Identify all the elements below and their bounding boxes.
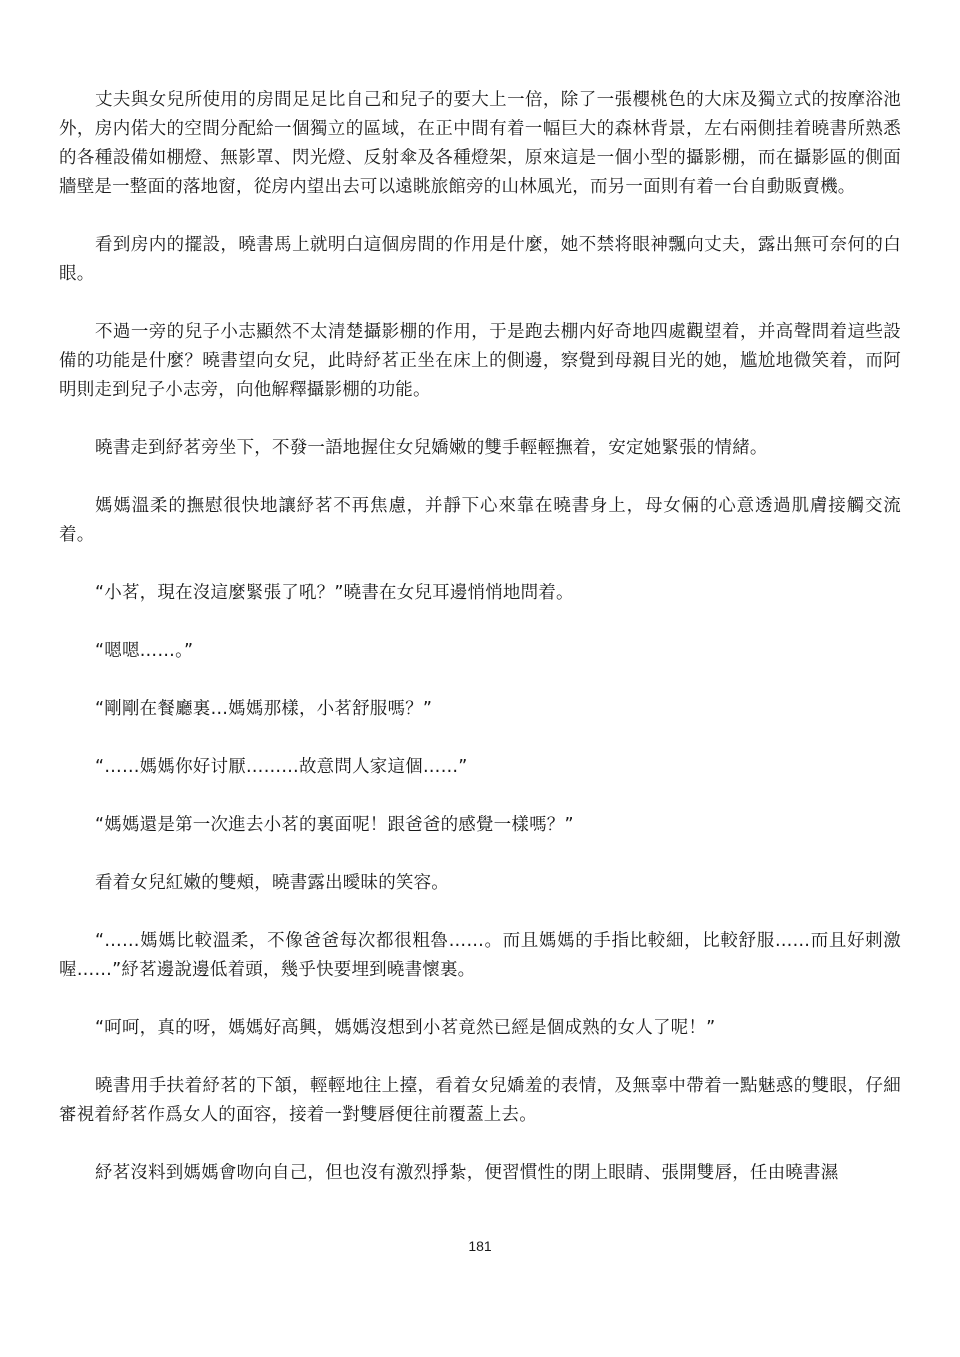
- dialogue-line: “媽媽還是第一次進去小茗的裏面呢！跟爸爸的感覺一樣嗎？”: [95, 815, 574, 835]
- paragraph: 曉書走到紓茗旁坐下，不發一語地握住女兒嬌嫩的雙手輕輕撫着，安定她緊張的情緒。: [95, 438, 768, 458]
- paragraph: 看到房内的擺設，曉書馬上就明白這個房間的作用是什麼，她不禁将眼神飄向丈夫，露出無可奈何的白眼。: [59, 235, 901, 284]
- body-text: [59, 86, 901, 1217]
- dialogue-line: “小茗，現在沒這麼緊張了吼？”曉書在女兒耳邊悄悄地問着。: [95, 583, 574, 603]
- dialogue-line: “……媽媽比較溫柔，不像爸爸每次都很粗魯……。而且媽媽的手指比較細，比較舒服……而且好刺激喔……”紓茗邊說邊低着頭，幾乎快要埋到曉書懷裏。: [59, 931, 901, 980]
- paragraph: 媽媽溫柔的撫慰很快地讓紓茗不再焦慮，并靜下心來靠在曉書身上，母女倆的心意透過肌膚接觸交流着。: [59, 496, 901, 545]
- paragraph: 不過一旁的兒子小志顯然不太清楚攝影棚的作用，于是跑去棚内好奇地四處觀望着，并高聲問着這些設備的功能是什麼？曉書望向女兒，此時紓茗正坐在床上的側邊，察覺到母親目光的她，尴尬地微笑着，而阿明則走到兒子小志旁，向他解釋攝影棚的功能。: [59, 322, 901, 400]
- paragraph: 丈夫與女兒所使用的房間足足比自己和兒子的要大上一倍，除了一張櫻桃色的大床及獨立式的按摩浴池外，房内偌大的空間分配給一個獨立的區域，在正中間有着一幅巨大的森林背景，左右兩側挂着曉書所熟悉的各種設備如棚燈、無影罩、閃光燈、反射傘及各種燈架，原來這是一個小型的攝影棚，而在攝影區的側面牆壁是一整面的落地窗，從房内望出去可以遠眺旅館旁的山林風光，而另一面則有着一台自動販賣機。: [59, 90, 901, 197]
- dialogue-line: “嗯嗯……。”: [95, 641, 194, 661]
- dialogue-line: “……媽媽你好讨厭………故意問人家這個……”: [95, 757, 468, 777]
- page-number: 181: [468, 1238, 492, 1254]
- paragraph: 紓茗沒料到媽媽會吻向自己，但也沒有激烈掙紮，便習慣性的閉上眼睛、張開雙唇，任由曉書濕: [95, 1163, 839, 1183]
- paragraph: 看着女兒紅嫩的雙頰，曉書露出曖昧的笑容。: [95, 873, 449, 893]
- dialogue-line: “剛剛在餐廳裏…媽媽那樣，小茗舒服嗎？”: [95, 699, 433, 719]
- dialogue-line: “呵呵，真的呀，媽媽好高興，媽媽沒想到小茗竟然已經是個成熟的女人了呢！”: [95, 1018, 716, 1038]
- paragraph: 曉書用手扶着紓茗的下頷，輕輕地往上擡，看着女兒嬌羞的表情，及無辜中帶着一點魅惑的雙眼，仔細審視着紓茗作爲女人的面容，接着一對雙唇便往前覆蓋上去。: [59, 1076, 901, 1125]
